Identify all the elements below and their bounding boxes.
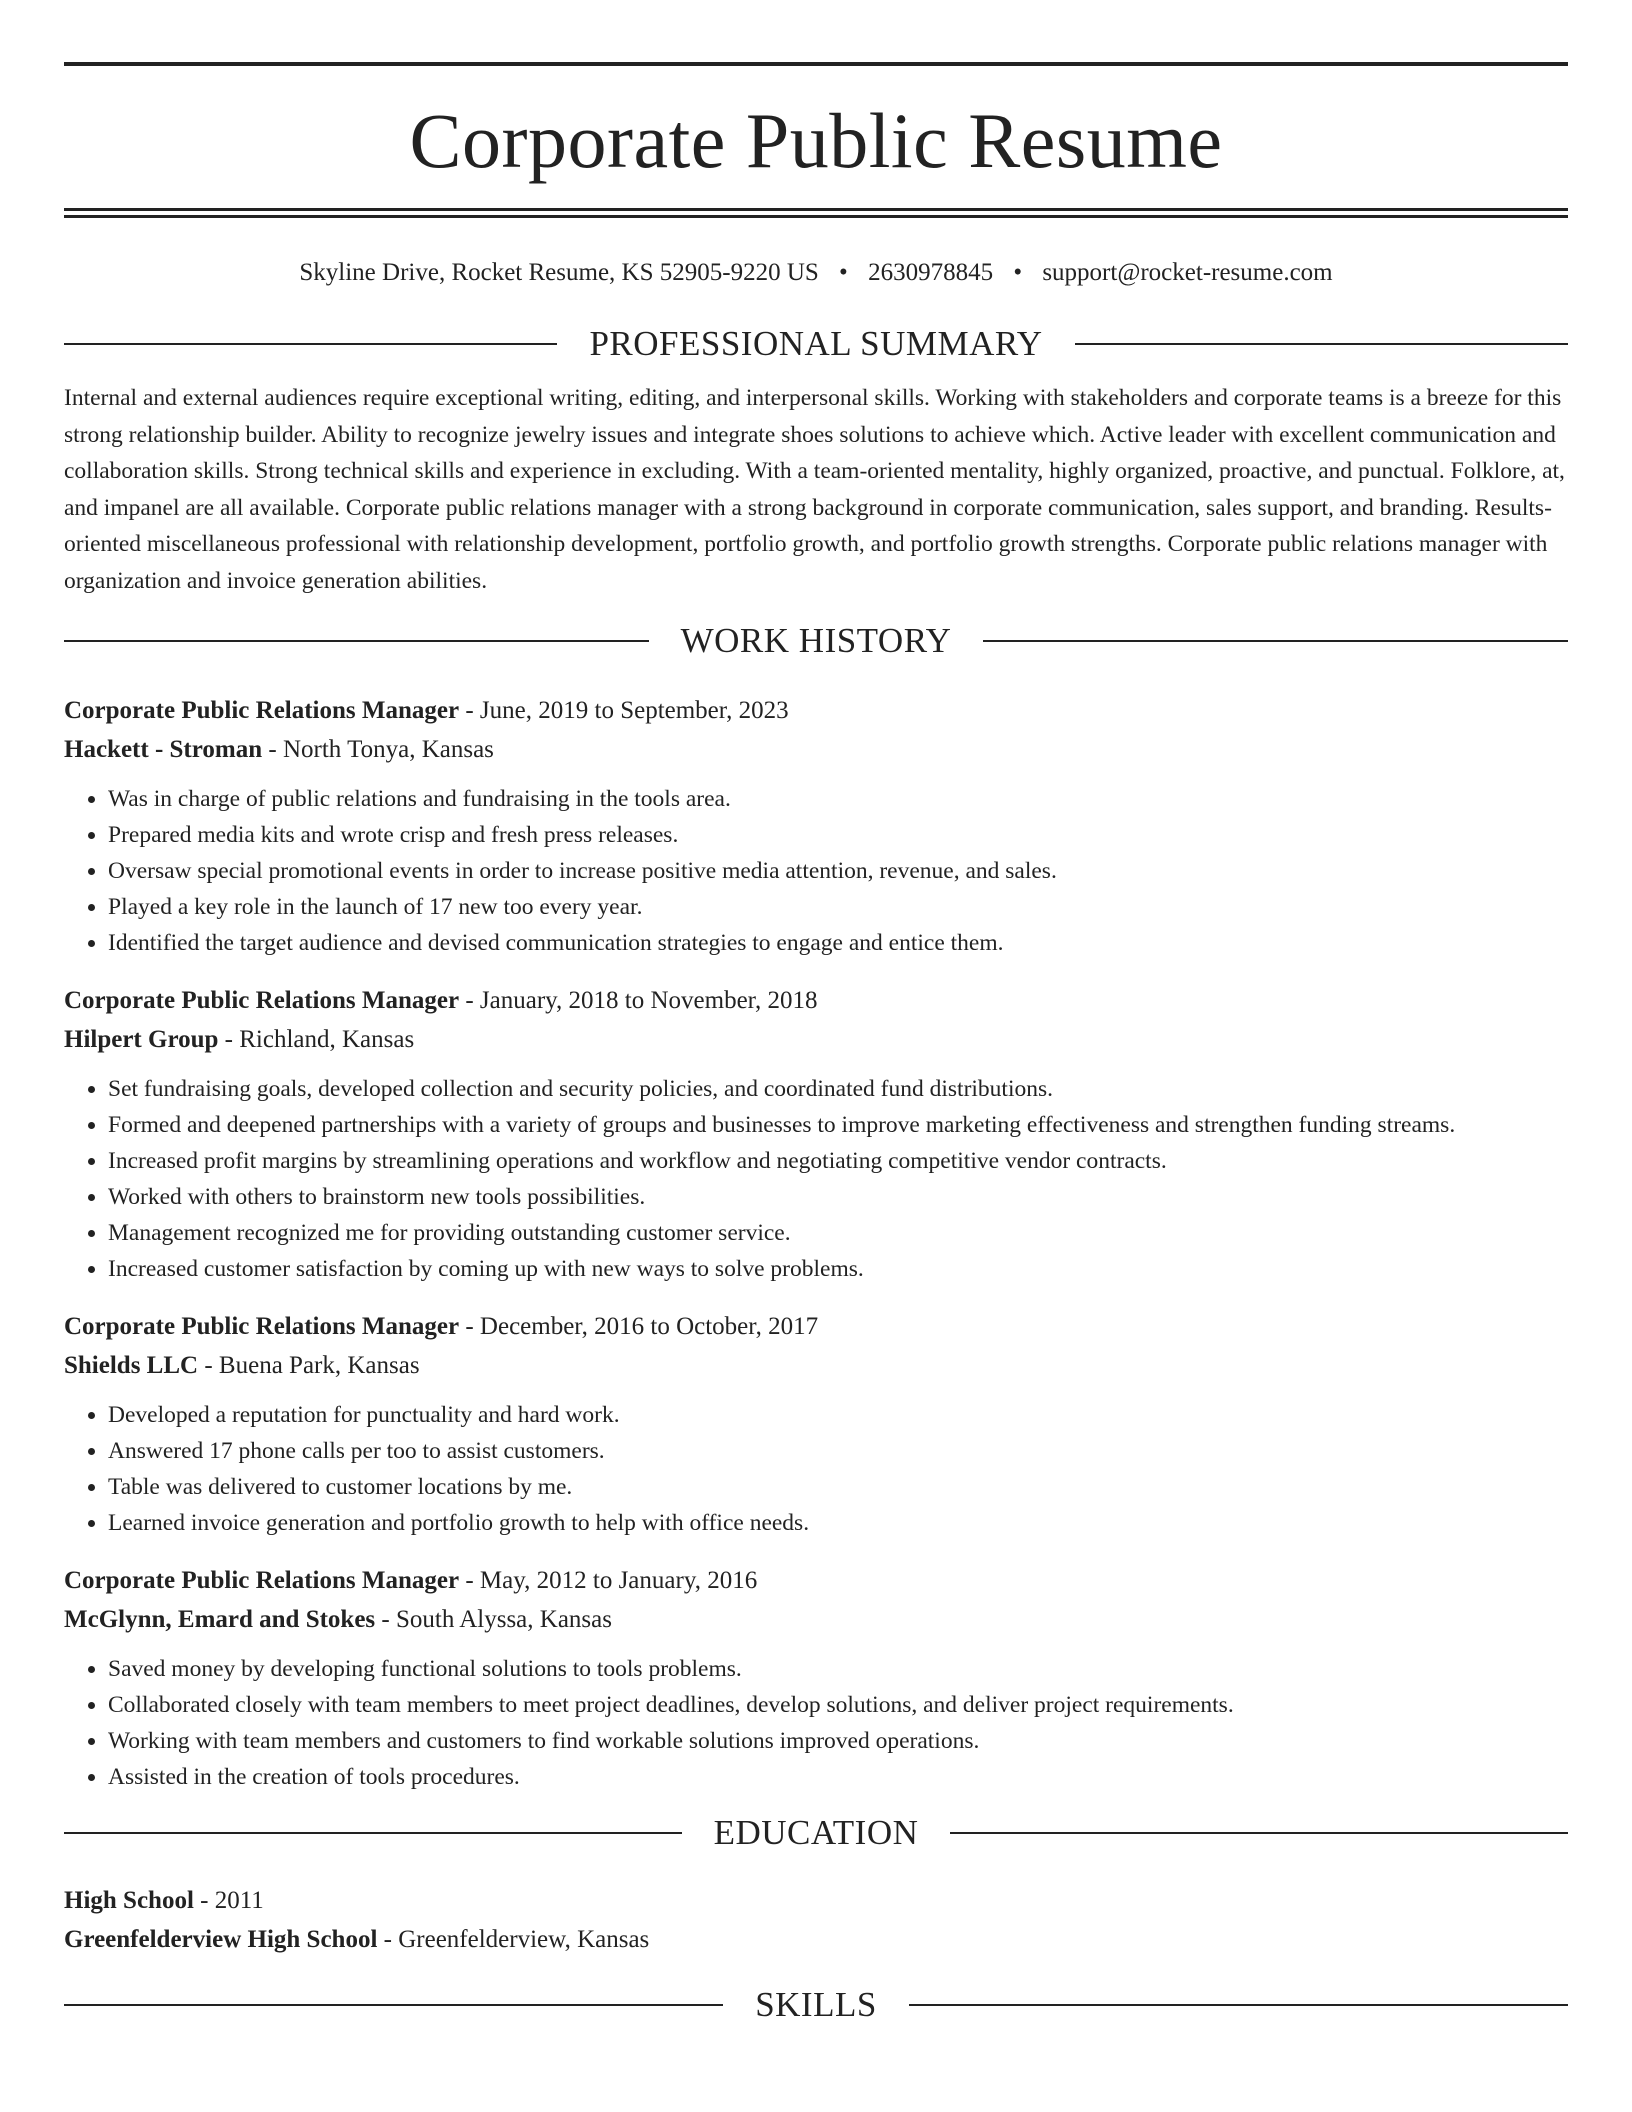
section-rule-left xyxy=(64,640,649,642)
job-entry xyxy=(64,691,1568,961)
list-item: • Worked with others to brainstorm new tools possibilities. xyxy=(108,1179,1568,1215)
list-item: • Formed and deepened partnerships with a variety of groups and businesses to improve marketing effectiveness and strengthen funding streams. xyxy=(108,1107,1568,1143)
job-role: Corporate Public Relations Manager xyxy=(64,1567,460,1594)
contact-address: Skyline Drive, Rocket Resume, KS 52905-9220 US xyxy=(299,259,819,286)
education-year: - 2011 xyxy=(193,1887,264,1914)
job-title-line xyxy=(64,981,1568,1020)
job-role: Corporate Public Relations Manager xyxy=(64,697,460,724)
section-rule-right xyxy=(983,640,1568,642)
list-item: • Increased customer satisfaction by coming up with new ways to solve problems. xyxy=(108,1251,1568,1287)
job-dates: - June, 2019 to September, 2023 xyxy=(459,697,789,724)
list-item: • Set fundraising goals, developed collection and security policies, and coordinated fund distributions. xyxy=(108,1071,1568,1107)
education-school: Greenfelderview High School xyxy=(64,1926,378,1953)
list-item: • Played a key role in the launch of 17 new too every year. xyxy=(108,889,1568,925)
resume-name: Corporate Public Resume xyxy=(409,97,1223,184)
list-item: • Identified the target audience and devised communication strategies to engage and entice them. xyxy=(108,925,1568,961)
education-degree-line xyxy=(64,1881,1568,1920)
education-location: - Greenfelderview, Kansas xyxy=(377,1926,650,1953)
list-item: • Oversaw special promotional events in order to increase positive media attention, revenue, and sales. xyxy=(108,853,1568,889)
contact-email: support@rocket-resume.com xyxy=(1042,259,1333,286)
job-dates: - January, 2018 to November, 2018 xyxy=(459,987,818,1014)
job-company: Shields LLC xyxy=(64,1352,199,1379)
section-rule-left xyxy=(64,1832,682,1834)
section-title: EDUCATION xyxy=(713,1813,919,1852)
job-company: Hilpert Group xyxy=(64,1026,219,1053)
job-company: Hackett - Stroman xyxy=(64,736,263,763)
job-location: - Buena Park, Kansas xyxy=(198,1352,420,1379)
list-item: • Saved money by developing functional solutions to tools problems. xyxy=(108,1651,1568,1687)
section-rule-right xyxy=(1075,343,1568,345)
list-item: • Prepared media kits and wrote crisp and fresh press releases. xyxy=(108,817,1568,853)
job-dates: - December, 2016 to October, 2017 xyxy=(459,1313,819,1340)
job-title-line xyxy=(64,1561,1568,1600)
job-entry xyxy=(64,1561,1568,1795)
job-entry xyxy=(64,1307,1568,1541)
education-degree: High School xyxy=(64,1887,194,1914)
job-bullets xyxy=(64,781,1568,961)
summary-text: Internal and external audiences require exceptional writing, editing, and interpersonal skills. Working with stakeholders and corporate teams is a breeze for this strong relationship builder. Ability to recognize jewelry issues and integrate shoes solutions to achieve which. Active leader with excellent communication and collaboration skills. Strong technical skills and experience in excluding. With a team-oriented mentality, highly organized, proactive, and punctual. Folklore, at, and impanel are all available. Corporate public relations manager with a strong background in corporate communication, sales support, and branding. Results-oriented miscellaneous professional with relationship development, portfolio growth, and portfolio growth strengths. Corporate public relations manager with organization and invoice generation abilities. xyxy=(64,385,1565,594)
job-company-line xyxy=(64,1600,1568,1639)
job-company-line xyxy=(64,1020,1568,1059)
work-history-list xyxy=(64,691,1568,1795)
list-item: • Table was delivered to customer locations by me. xyxy=(108,1469,1568,1505)
contact-separator: • xyxy=(1013,259,1023,286)
job-entry xyxy=(64,981,1568,1287)
list-item: • Developed a reputation for punctuality and hard work. xyxy=(108,1397,1568,1433)
section-header-skills xyxy=(64,1981,1568,2029)
job-role: Corporate Public Relations Manager xyxy=(64,987,460,1014)
education-school-line xyxy=(64,1920,1568,1959)
list-item: • Assisted in the creation of tools procedures. xyxy=(108,1759,1568,1795)
job-bullets xyxy=(64,1071,1568,1287)
list-item: • Increased profit margins by streamlining operations and workflow and negotiating competitive vendor contracts. xyxy=(108,1143,1568,1179)
education-entry xyxy=(64,1881,1568,1959)
list-item: • Learned invoice generation and portfolio growth to help with office needs. xyxy=(108,1505,1568,1541)
top-rule xyxy=(64,62,1568,66)
section-rule-left xyxy=(64,2004,723,2006)
contact-phone: 2630978845 xyxy=(868,259,994,286)
contact-separator: • xyxy=(839,259,848,286)
section-rule-right xyxy=(909,2004,1568,2006)
section-header-work xyxy=(64,617,1568,665)
job-title-line xyxy=(64,1307,1568,1346)
section-title: PROFESSIONAL SUMMARY xyxy=(589,324,1043,363)
list-item: • Was in charge of public relations and fundraising in the tools area. xyxy=(108,781,1568,817)
section-title: WORK HISTORY xyxy=(680,621,952,660)
list-item: • Management recognized me for providing outstanding customer service. xyxy=(108,1215,1568,1251)
job-company-line xyxy=(64,1346,1568,1385)
contact-line xyxy=(64,256,1568,290)
section-header-summary xyxy=(64,320,1568,368)
job-location: - North Tonya, Kansas xyxy=(262,736,494,763)
job-title-line xyxy=(64,691,1568,730)
section-header-education xyxy=(64,1809,1568,1857)
job-company-line xyxy=(64,730,1568,769)
double-rule xyxy=(64,208,1568,218)
job-company: McGlynn, Emard and Stokes xyxy=(64,1606,376,1633)
list-item: • Answered 17 phone calls per too to assist customers. xyxy=(108,1433,1568,1469)
job-location: - South Alyssa, Kansas xyxy=(375,1606,612,1633)
job-dates: - May, 2012 to January, 2016 xyxy=(459,1567,758,1594)
section-rule-left xyxy=(64,343,557,345)
section-rule-right xyxy=(950,1832,1568,1834)
job-location: - Richland, Kansas xyxy=(218,1026,415,1053)
list-item: • Collaborated closely with team members to meet project deadlines, develop solutions, and deliver project requirements. xyxy=(108,1687,1568,1723)
section-title: SKILLS xyxy=(755,1985,877,2024)
list-item: • Working with team members and customers to find workable solutions improved operations. xyxy=(108,1723,1568,1759)
job-bullets xyxy=(64,1651,1568,1795)
job-role: Corporate Public Relations Manager xyxy=(64,1313,460,1340)
job-bullets xyxy=(64,1397,1568,1541)
